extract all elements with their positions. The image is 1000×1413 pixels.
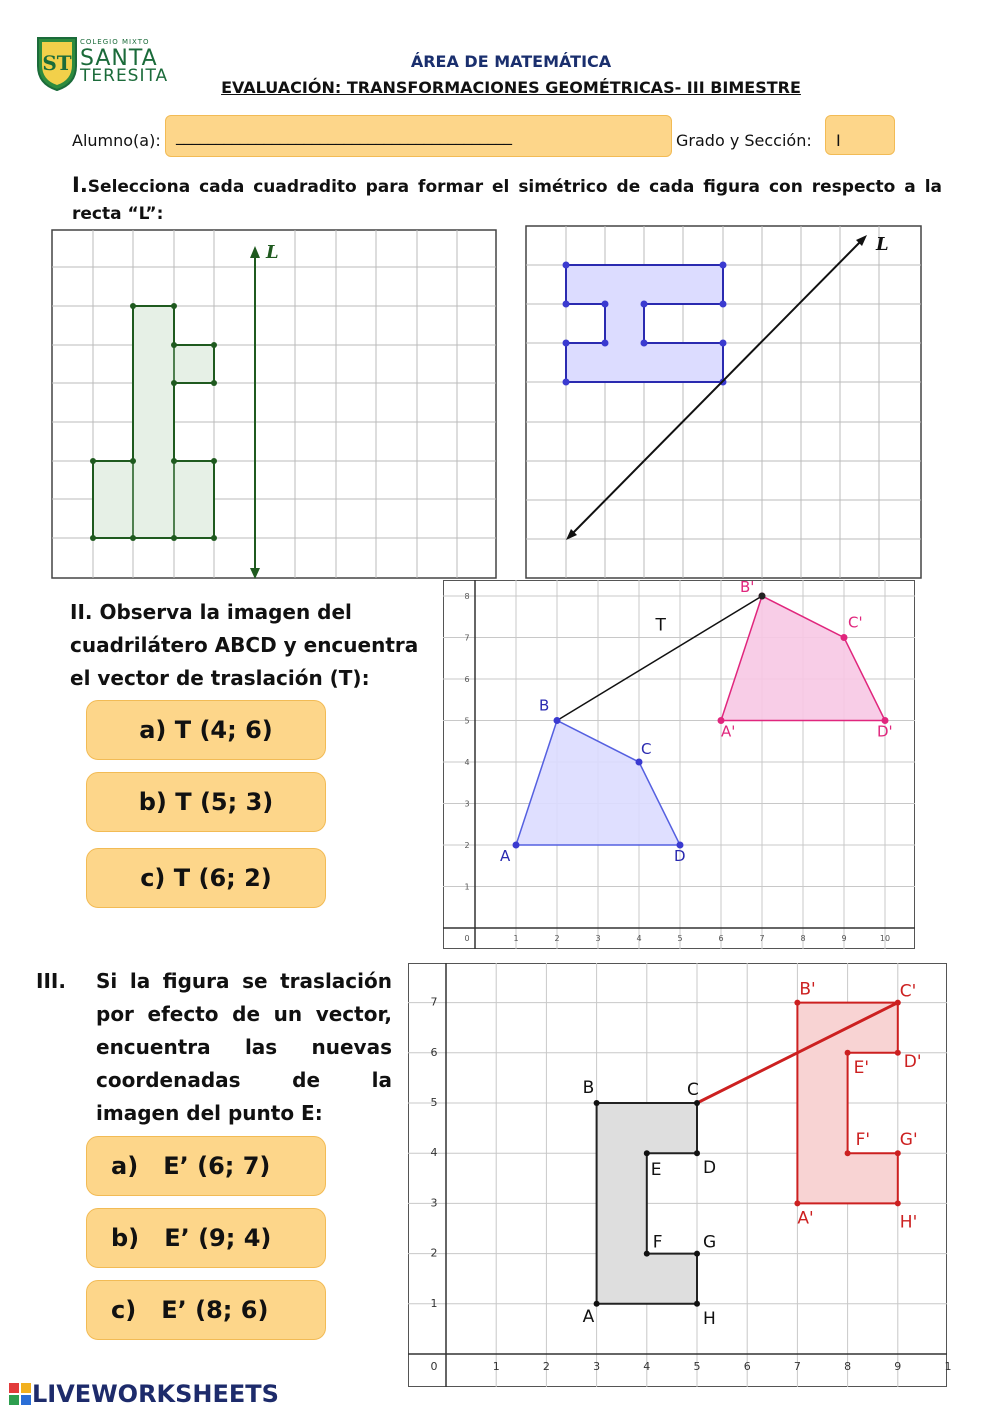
point-label: A' bbox=[721, 722, 736, 741]
x-tick-label: 1 bbox=[492, 1360, 500, 1373]
point-label: B' bbox=[799, 979, 816, 1000]
point-G-prime bbox=[895, 1150, 901, 1156]
x-tick-label: 5 bbox=[677, 934, 683, 943]
point-D-prime bbox=[895, 1050, 901, 1056]
point-label: F bbox=[652, 1232, 663, 1253]
point-C bbox=[694, 1100, 700, 1106]
point-A bbox=[513, 842, 520, 849]
point-G bbox=[694, 1251, 700, 1257]
point-label: E' bbox=[853, 1057, 870, 1078]
page-subtitle: EVALUACIÓN: TRANSFORMACIONES GEOMÉTRICAS- III BIMESTRE bbox=[221, 78, 801, 97]
point-label: H bbox=[703, 1308, 716, 1329]
name-label: Alumno(a): bbox=[72, 131, 161, 150]
y-tick-label: 7 bbox=[430, 995, 438, 1009]
question-1-text: Selecciona cada cuadradito para formar el simétrico de cada figura con respecto a la recta “L”: bbox=[72, 177, 942, 224]
point-label: D' bbox=[903, 1051, 922, 1072]
point-C bbox=[636, 759, 643, 766]
point-B-prime bbox=[794, 1000, 800, 1006]
x-tick-label: 9 bbox=[841, 934, 847, 943]
grade-label: Grado y Sección: bbox=[676, 131, 812, 150]
vector-t-label: T bbox=[655, 615, 666, 636]
x-tick-label: 10 bbox=[879, 934, 891, 943]
x-tick-label: 7 bbox=[759, 934, 765, 943]
y-tick-label: 8 bbox=[464, 592, 470, 601]
question-1-number: I. bbox=[72, 173, 88, 197]
point-label: B' bbox=[740, 578, 755, 596]
point-label: E bbox=[650, 1160, 662, 1181]
page-title: ÁREA DE MATEMÁTICA bbox=[410, 52, 612, 71]
point-label: D bbox=[703, 1158, 717, 1179]
x-tick-label: 6 bbox=[743, 1360, 751, 1373]
point-label: A' bbox=[797, 1208, 814, 1229]
line-l-label-2: L bbox=[876, 234, 889, 255]
translation-graph-1 bbox=[443, 580, 915, 949]
point-F bbox=[644, 1251, 650, 1257]
point-E bbox=[644, 1150, 650, 1156]
x-tick-label: 8 bbox=[844, 1360, 852, 1373]
point-label: D' bbox=[877, 722, 893, 741]
y-tick-label: 1 bbox=[464, 882, 470, 892]
question-2-text: II. Observa la imagen del cuadrilátero ABCD y encuentra el vector de traslación (T): bbox=[70, 600, 419, 690]
point-B bbox=[594, 1100, 600, 1106]
y-tick-label: 4 bbox=[464, 758, 470, 767]
point-C-prime bbox=[841, 634, 848, 641]
grade-input[interactable]: I bbox=[825, 115, 895, 155]
translation-graph-2 bbox=[408, 963, 952, 1387]
name-input[interactable]: __________________________________________ bbox=[165, 115, 672, 157]
point-A-prime bbox=[794, 1200, 800, 1206]
y-tick-label: 2 bbox=[464, 841, 470, 850]
point-label: C bbox=[687, 1080, 699, 1100]
x-tick-label: 8 bbox=[800, 934, 806, 943]
x-tick-label: 0 bbox=[430, 1360, 438, 1373]
x-tick-label: 5 bbox=[693, 1360, 701, 1373]
logo-line-1: SANTA bbox=[80, 46, 158, 71]
question-3-number: III. bbox=[36, 969, 66, 993]
symmetry-grid-2[interactable] bbox=[526, 226, 922, 579]
x-tick-label: 1 bbox=[513, 934, 519, 943]
logo-line-2: TERESITA bbox=[80, 66, 169, 86]
point-A bbox=[594, 1301, 600, 1307]
y-tick-label: 5 bbox=[464, 716, 470, 726]
q2-option-b[interactable]: b) T (5; 3) bbox=[86, 772, 326, 832]
question-3-text: Si la figura se traslación por efecto de un vector, encuentra las nuevas coordenadas de la imagen del punto E: bbox=[96, 969, 392, 1125]
point-label: C' bbox=[848, 613, 863, 632]
x-tick-label: 1 bbox=[944, 1360, 952, 1373]
x-tick-label: 2 bbox=[542, 1360, 550, 1373]
point-H-prime bbox=[895, 1200, 901, 1206]
footer-brand bbox=[8, 1380, 279, 1408]
y-tick-label: 3 bbox=[464, 799, 470, 809]
point-E-prime bbox=[845, 1050, 851, 1056]
q2-option-c[interactable]: c) T (6; 2) bbox=[86, 848, 326, 908]
liveworksheets-logo-icon bbox=[8, 1382, 32, 1406]
x-tick-label: 4 bbox=[636, 934, 642, 943]
y-tick-label: 6 bbox=[430, 1045, 438, 1059]
x-tick-label: 3 bbox=[595, 934, 601, 943]
x-tick-label: 0 bbox=[464, 934, 470, 943]
point-label: F' bbox=[855, 1130, 871, 1151]
point-F-prime bbox=[845, 1150, 851, 1156]
y-tick-label: 5 bbox=[430, 1096, 438, 1109]
x-tick-label: 6 bbox=[718, 934, 724, 943]
point-label: C' bbox=[899, 981, 917, 1002]
line-l-label: L bbox=[266, 242, 279, 263]
point-label: D bbox=[674, 847, 686, 865]
point-label: A bbox=[582, 1306, 595, 1327]
y-tick-label: 6 bbox=[464, 675, 470, 684]
point-H bbox=[694, 1301, 700, 1307]
q3-option-a[interactable]: a) E’ (6; 7) bbox=[86, 1136, 326, 1196]
x-tick-label: 4 bbox=[643, 1360, 651, 1373]
point-label: A bbox=[500, 847, 511, 865]
logo-small-text: COLEGIO MIXTO bbox=[80, 38, 150, 46]
x-tick-label: 2 bbox=[554, 934, 560, 943]
logo-monogram: ST bbox=[42, 51, 72, 75]
y-tick-label: 2 bbox=[430, 1246, 438, 1260]
vector-endpoint bbox=[759, 593, 766, 600]
point-label: G bbox=[703, 1232, 717, 1253]
y-tick-label: 1 bbox=[430, 1296, 438, 1310]
point-D bbox=[694, 1150, 700, 1156]
x-tick-label: 9 bbox=[894, 1360, 902, 1373]
y-tick-label: 7 bbox=[464, 633, 470, 643]
point-label: B bbox=[582, 1078, 595, 1098]
q2-option-a[interactable]: a) T (4; 6) bbox=[86, 700, 326, 760]
x-tick-label: 3 bbox=[593, 1360, 601, 1373]
x-tick-label: 7 bbox=[793, 1360, 801, 1373]
question-1 bbox=[72, 172, 942, 228]
point-label: B bbox=[539, 696, 550, 715]
question-3 bbox=[36, 965, 392, 1130]
q3-option-b[interactable]: b) E’ (9; 4) bbox=[86, 1208, 326, 1268]
footer-brand-text: LIVEWORKSHEETS bbox=[32, 1380, 279, 1408]
point-label: C bbox=[641, 740, 652, 758]
y-tick-label: 4 bbox=[430, 1146, 438, 1160]
y-tick-label: 3 bbox=[430, 1196, 438, 1210]
symmetry-grid-1[interactable] bbox=[52, 230, 496, 579]
point-label: G' bbox=[899, 1130, 918, 1151]
q3-option-c[interactable]: c) E’ (8; 6) bbox=[86, 1280, 326, 1340]
point-label: H' bbox=[899, 1212, 918, 1233]
point-B bbox=[554, 717, 561, 724]
